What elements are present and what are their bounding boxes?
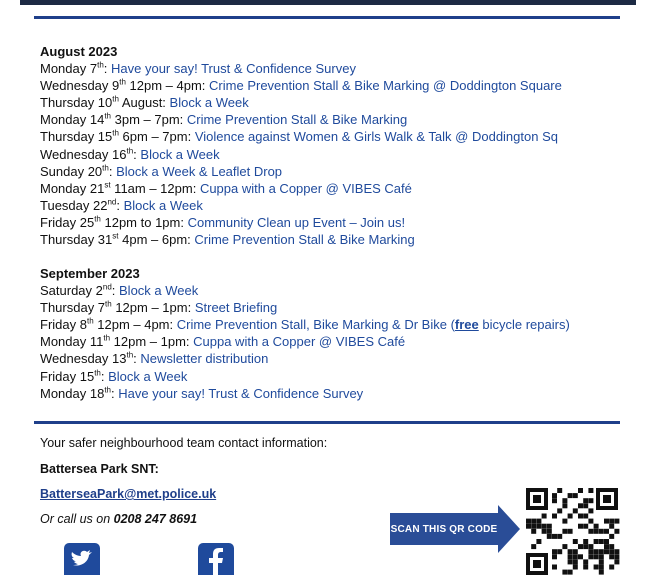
event-day: Friday 8 xyxy=(40,317,87,333)
event-row xyxy=(40,334,405,349)
event-day-suffix: th xyxy=(126,351,134,361)
event-title: Block a Week xyxy=(140,146,220,162)
event-title: Block a Week xyxy=(169,95,249,111)
event-row xyxy=(40,181,412,196)
event-day: Wednesday 9 xyxy=(40,78,120,94)
phone-number[interactable]: 0208 247 8691 xyxy=(113,512,198,526)
scan-qr-banner: SCAN THIS QR CODE xyxy=(390,513,498,545)
event-title: Have your say! Trust & Confidence Survey xyxy=(118,385,364,401)
event-day: Monday 11 xyxy=(40,334,104,350)
arrow-right-icon xyxy=(498,505,520,553)
event-time: 12pm – 4pm: xyxy=(125,78,210,94)
qr-code[interactable] xyxy=(524,486,620,575)
event-row xyxy=(40,283,198,298)
team-name: Battersea Park SNT: xyxy=(40,462,159,476)
event-time: 6pm – 7pm: xyxy=(118,129,195,145)
event-day: Tuesday 22 xyxy=(40,197,108,213)
event-row xyxy=(40,351,268,366)
event-day: Saturday 2 xyxy=(40,283,103,298)
event-time: : xyxy=(111,385,119,401)
event-time: : xyxy=(108,163,117,179)
event-time: 3pm – 7pm: xyxy=(111,112,187,128)
event-day-suffix: th xyxy=(94,368,101,378)
event-day-suffix: th xyxy=(119,77,126,87)
contact-intro: Your safer neighbourhood team contact information: xyxy=(40,436,328,450)
event-day: Thursday 7 xyxy=(40,300,106,316)
event-day-suffix: th xyxy=(104,111,111,121)
event-title: Block a Week xyxy=(119,283,199,298)
phone-prefix: Or call us on xyxy=(40,512,114,526)
event-row xyxy=(40,129,558,144)
event-row xyxy=(40,198,203,213)
event-title: Street Briefing xyxy=(194,300,278,316)
event-time: 12pm – 4pm: xyxy=(93,317,177,333)
august-heading: August 2023 xyxy=(40,44,118,59)
event-time: : xyxy=(100,368,109,384)
event-row xyxy=(40,78,562,93)
event-title: Cuppa with a Copper @ VIBES Café xyxy=(199,180,412,196)
event-title: Community Clean up Event – Join us! xyxy=(187,214,406,230)
event-row xyxy=(40,147,220,162)
phone-line xyxy=(40,512,197,526)
event-row xyxy=(40,232,415,247)
event-day: Wednesday 13 xyxy=(40,351,127,367)
event-row xyxy=(40,317,570,332)
event-day-suffix: st xyxy=(104,180,111,190)
top-header-bar xyxy=(20,0,636,5)
event-time: : xyxy=(103,61,111,76)
event-day-suffix: th xyxy=(102,163,109,173)
event-day: Sunday 20 xyxy=(40,163,103,179)
event-row xyxy=(40,300,277,315)
event-day: Monday 7 xyxy=(40,61,98,76)
event-title: Block a Week xyxy=(123,197,203,213)
event-day-suffix: nd xyxy=(107,197,117,207)
event-time: 11am – 12pm: xyxy=(110,180,200,196)
event-title: Crime Prevention Stall & Bike Marking xyxy=(194,232,415,247)
event-day: Friday 25 xyxy=(40,214,95,230)
event-row xyxy=(40,369,187,384)
event-time: : xyxy=(116,197,124,213)
event-time: 4pm – 6pm: xyxy=(118,232,195,247)
event-day: Wednesday 16 xyxy=(40,146,127,162)
event-time: : xyxy=(133,146,141,162)
september-heading: September 2023 xyxy=(40,266,140,281)
event-row xyxy=(40,95,249,110)
event-row xyxy=(40,215,405,230)
event-day: Monday 14 xyxy=(40,112,105,128)
twitter-icon[interactable] xyxy=(64,543,100,575)
event-title-end: bicycle repairs) xyxy=(478,317,570,333)
event-time: August: xyxy=(118,95,170,111)
event-title: Block a Week & Leaflet Drop xyxy=(116,163,283,179)
event-title: Crime Prevention Stall & Bike Marking xyxy=(186,112,408,128)
event-day-suffix: th xyxy=(126,146,134,156)
event-title: Block a Week xyxy=(108,368,188,384)
event-title: Newsletter distribution xyxy=(140,351,269,367)
event-day-suffix: th xyxy=(105,299,112,309)
event-day-suffix: th xyxy=(112,129,119,139)
event-row xyxy=(40,61,356,76)
event-title: Crime Prevention Stall, Bike Marking & Dr Bike ( xyxy=(176,317,455,333)
event-time: 12pm to 1pm: xyxy=(100,214,188,230)
event-day-suffix: th xyxy=(103,333,111,343)
event-day: Monday 21 xyxy=(40,180,105,196)
event-time: : xyxy=(111,283,120,298)
event-title: Cuppa with a Copper @ VIBES Café xyxy=(193,334,406,350)
event-time: 12pm – 1pm: xyxy=(111,300,195,316)
event-row xyxy=(40,386,363,401)
event-day-suffix: th xyxy=(94,214,101,224)
event-day: Thursday 10 xyxy=(40,95,113,111)
event-day-suffix: th xyxy=(104,385,111,395)
event-day: Thursday 31 xyxy=(40,232,113,247)
facebook-icon[interactable] xyxy=(198,543,234,575)
event-title: Have your say! Trust & Confidence Survey xyxy=(111,61,356,76)
event-day-suffix: th xyxy=(86,316,94,326)
event-day: Thursday 15 xyxy=(40,129,113,145)
event-title: Violence against Women & Girls Walk & Talk @ Doddington Sq xyxy=(194,129,558,145)
event-row xyxy=(40,112,407,127)
email-link[interactable]: BatterseaPark@met.police.uk xyxy=(40,487,217,501)
event-time: : xyxy=(133,351,141,367)
event-day: Friday 15 xyxy=(40,368,95,384)
free-emphasis: free xyxy=(454,317,479,333)
event-day-suffix: th xyxy=(97,60,104,70)
divider-bottom xyxy=(34,421,620,424)
divider-top xyxy=(34,16,620,19)
event-day: Monday 18 xyxy=(40,385,105,401)
event-day-suffix: nd xyxy=(102,282,112,292)
event-day-suffix: st xyxy=(112,231,119,241)
event-title: Crime Prevention Stall & Bike Marking @ Doddington Square xyxy=(209,78,562,94)
event-time: 12pm – 1pm: xyxy=(110,334,194,350)
event-day-suffix: th xyxy=(112,94,119,104)
event-row xyxy=(40,164,282,179)
